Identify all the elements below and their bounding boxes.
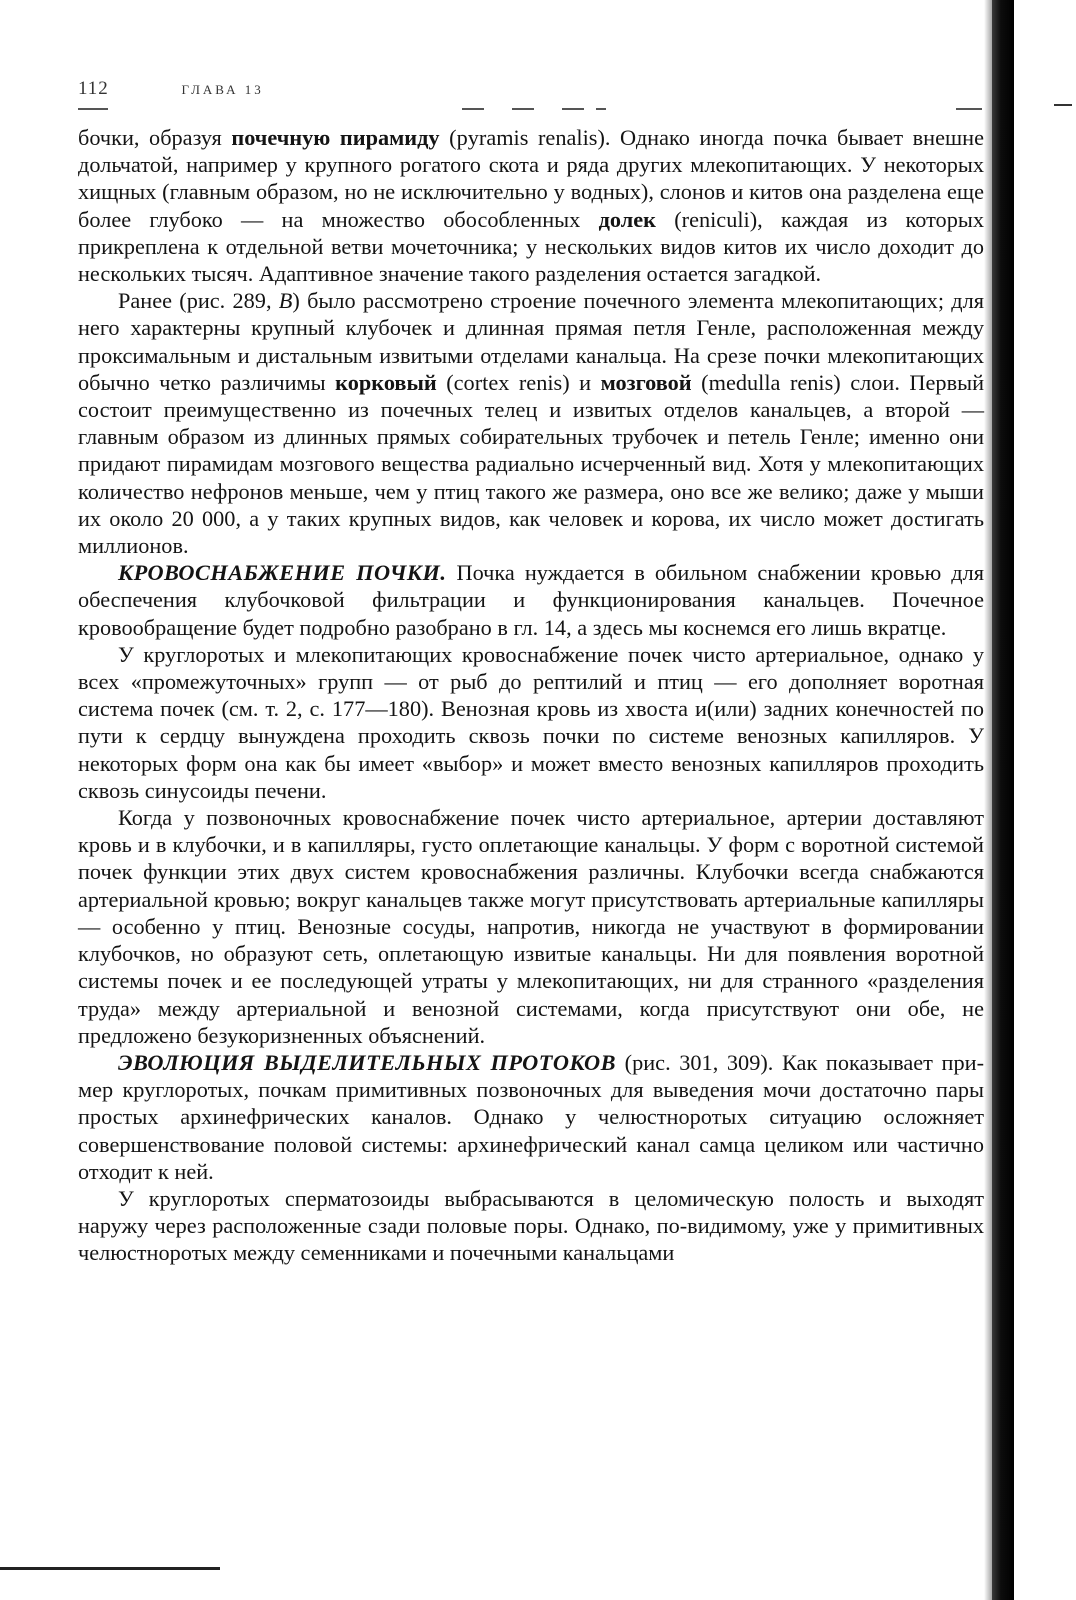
text-run: Почка нуждается в обильном снабжении кровью для обеспечения клубочковой фильтрации и функционирования канальцев. Почечное кровообращение будет подробно разобрано в гл. 14, а здесь мы коснемся его лишь вкратце. xyxy=(78,560,984,640)
text-run: (рис. 301, 309). Как показывает пример круглоротых, почкам примитивных позвоночных для выведения мочи достаточно пары простых архинефрических каналов. Однако у челюстноротых ситуацию осложняет совершенствование половой системы: архинефрический канал самца целиком или частично отходит к ней. xyxy=(78,1049,984,1184)
text-run: У круглоротых и млекопитающих кровоснабжение почек чисто артериальное, однако у всех «промежуточных» групп — от рыб до рептилий и птиц — его дополняет воротная система почек (см. т. 2, с. 177—180). Венозная кровь из хвоста и(или) задних конечностей по пути к сердцу вынуждена проходить сквозь почки по системе венозных капилляров. У некоторых форм она как бы имеет «выбор» и может вместо венозных капилляров проходить сквозь синусоиды печени. xyxy=(78,641,984,803)
header-rule-mid-1 xyxy=(462,108,484,110)
paragraph xyxy=(78,559,984,641)
bold-term: мозговой xyxy=(600,369,692,395)
page-number: 112 xyxy=(78,78,109,99)
running-head xyxy=(78,78,264,100)
text-run: (pyramis renalis). Однако иногда почка бывает внешне дольчатой, например у крупного рогатого скота и ряда других млекопитающих. У некоторых хищных (главным образом, но не исключительно у водных), слонов и китов она разделена еще более глубоко — на множество обособленных xyxy=(78,125,985,232)
margin-mark xyxy=(1054,104,1072,106)
text-run: (cortex renis) и xyxy=(436,369,601,395)
header-rule-mid-2 xyxy=(512,108,534,110)
paragraph xyxy=(78,287,984,559)
paragraph xyxy=(78,804,984,1049)
bold-term: почечную пирамиду xyxy=(231,125,440,150)
text-run: Когда у позвоночных кровоснабжение почек чисто артериальное, артерии доставляют кровь и в клубочки, и в капилляры, густо оплетающие канальцы. У форм с воротной системой почек функции этих двух систем кровоснабжения различны. Клубочки всегда снабжаются артериальной кровью; вокруг канальцев также могут присутствовать артериальные капилляры — особенно у птиц. Венозные сосуды, напротив, никогда не участвуют в формировании клубочков, но образуют сеть, оплетающую извитые канальцы. Ни для появления воротной системы почек и ее последующей утраты у млекопитающих, ни для странного «разделения труда» между артериальной и венозной системами, когда присутствуют они обе, не предложено безукоризненных объяснений. xyxy=(78,805,984,1048)
body-text xyxy=(78,124,984,1267)
section-heading: КРОВОСНАБЖЕНИЕ ПОЧКИ. xyxy=(118,560,447,586)
paragraph xyxy=(78,641,984,804)
page-spine xyxy=(992,0,1014,1600)
text-run: ) было рассмотрено строение почечного элемента млекопитающих; для него характерны крупный клубочек и длинная прямая петля Генле, расположенная между проксимальным и дистальным извитыми отделами канальца. На срезе почки млекопитающих обычно четко различимы xyxy=(78,288,984,395)
bold-term: корковый xyxy=(335,369,437,395)
header-rule-right xyxy=(596,108,606,110)
chapter-label: ГЛАВА 13 xyxy=(181,82,264,97)
text-run: Ранее (рис. 289, xyxy=(118,288,279,314)
paragraph xyxy=(78,1185,984,1267)
header-rule-edge xyxy=(956,108,982,110)
paragraph xyxy=(78,124,984,287)
text-run: (reniculi), каждая из которых прикреплена к отдельной ветви мочеточника; у нескольких видов китов их число доходит до нескольких тысяч. Адаптивное значение такого разделения остается загадкой. xyxy=(78,206,984,287)
header-rule-mid-3 xyxy=(562,108,584,110)
text-run: У круглоротых сперматозоиды выбрасываются в целомическую полость и выходят наружу через расположенные сзади половые поры. Однако, по-видимому, уже у примитивных челюстноротых между семенниками и почечными канальцами xyxy=(78,1185,984,1266)
header-rule-left xyxy=(78,108,108,110)
text-run: (medulla renis) слои. Первый состоит преимущественно из почечных телец и извитых отделов канальцев, а второй — главным образом из длинных прямых собирательных трубочек и петель Генле; именно они придают пирамидам мозгового вещества радиально исчерченный вид. Хотя у млекопитающих количество нефронов меньше, чем у птиц такого же размера, оно все же велико; даже у мыши их около 20 000, а у таких крупных видов, как человек и корова, их число может достигать миллионов. xyxy=(78,369,985,559)
page-gutter-shadow xyxy=(984,0,992,1600)
bottom-rule xyxy=(0,1567,220,1570)
paragraph xyxy=(78,1049,984,1185)
section-heading: ЭВОЛЮЦИЯ ВЫДЕЛИТЕЛЬНЫХ ПРОТОКОВ xyxy=(118,1049,617,1075)
text-run: В xyxy=(278,288,293,314)
text-run: бочки, образуя xyxy=(78,125,232,150)
bold-term: долек xyxy=(598,206,656,232)
